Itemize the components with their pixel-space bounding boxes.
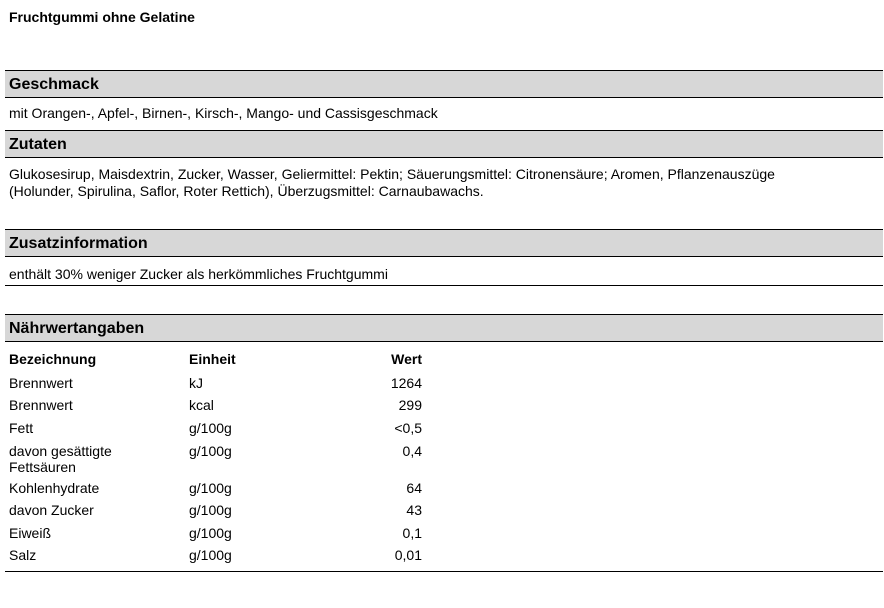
row-4-wert: 0,4: [402, 443, 422, 459]
row-8-einheit: g/100g: [189, 547, 232, 563]
row-4-einheit: g/100g: [189, 443, 232, 459]
column-header-bezeichnung: Bezeichnung: [9, 351, 97, 367]
section-heading: Zutaten: [9, 136, 67, 153]
zutaten-text-line-1: Glukosesirup, Maisdextrin, Zucker, Wasser, Geliermittel: Pektin; Säuerungsmittel: Citronensäure; Aromen, Pflanzenauszüge: [9, 166, 775, 182]
row-1-bezeichnung: Brennwert: [9, 375, 73, 391]
zusatz-text: enthält 30% weniger Zucker als herkömmliches Fruchtgummi: [9, 266, 388, 282]
product-title: Fruchtgummi ohne Gelatine: [9, 9, 195, 25]
row-6-einheit: g/100g: [189, 502, 232, 518]
row-2-einheit: kcal: [189, 397, 214, 413]
row-1-wert: 1264: [390, 375, 422, 391]
section-divider: [5, 285, 883, 286]
section-heading: Zusatzinformation: [9, 235, 148, 252]
row-7-wert: 0,1: [402, 525, 422, 541]
row-4-bezeichnung: davon gesättigte Fettsäuren: [9, 443, 112, 475]
row-3-bezeichnung: Fett: [9, 420, 34, 436]
geschmack-text: mit Orangen-, Apfel-, Birnen-, Kirsch-, Mango- und Cassisgeschmack: [9, 105, 438, 121]
section-heading: Nährwertangaben: [9, 320, 145, 337]
zutaten-text-line-2: (Holunder, Spirulina, Saflor, Roter Rettich), Überzugsmittel: Carnaubawachs.: [9, 183, 484, 199]
row-8-wert: 0,01: [394, 547, 422, 563]
section-header-geschmack: [5, 70, 883, 98]
section-header-zutaten: [5, 130, 883, 158]
section-header-zusatzinformation: [5, 229, 883, 257]
row-7-bezeichnung: Eiweiß: [9, 525, 52, 541]
row-2-bezeichnung: Brennwert: [9, 397, 73, 413]
column-header-wert: Wert: [391, 351, 422, 367]
section-heading: Geschmack: [9, 76, 99, 93]
column-header-einheit: Einheit: [189, 351, 236, 367]
row-1-einheit: kJ: [189, 375, 203, 391]
row-2-wert: 299: [398, 397, 422, 413]
row-6-wert: 43: [406, 502, 422, 518]
row-3-wert: <0,5: [394, 420, 422, 436]
row-8-bezeichnung: Salz: [9, 547, 37, 563]
section-header-naehrwertangaben: [5, 314, 883, 342]
row-5-bezeichnung: Kohlenhydrate: [9, 480, 100, 496]
row-5-wert: 64: [406, 480, 422, 496]
row-7-einheit: g/100g: [189, 525, 232, 541]
table-bottom-rule: [5, 571, 883, 572]
row-3-einheit: g/100g: [189, 420, 232, 436]
row-5-einheit: g/100g: [189, 480, 232, 496]
row-6-bezeichnung: davon Zucker: [9, 502, 94, 518]
